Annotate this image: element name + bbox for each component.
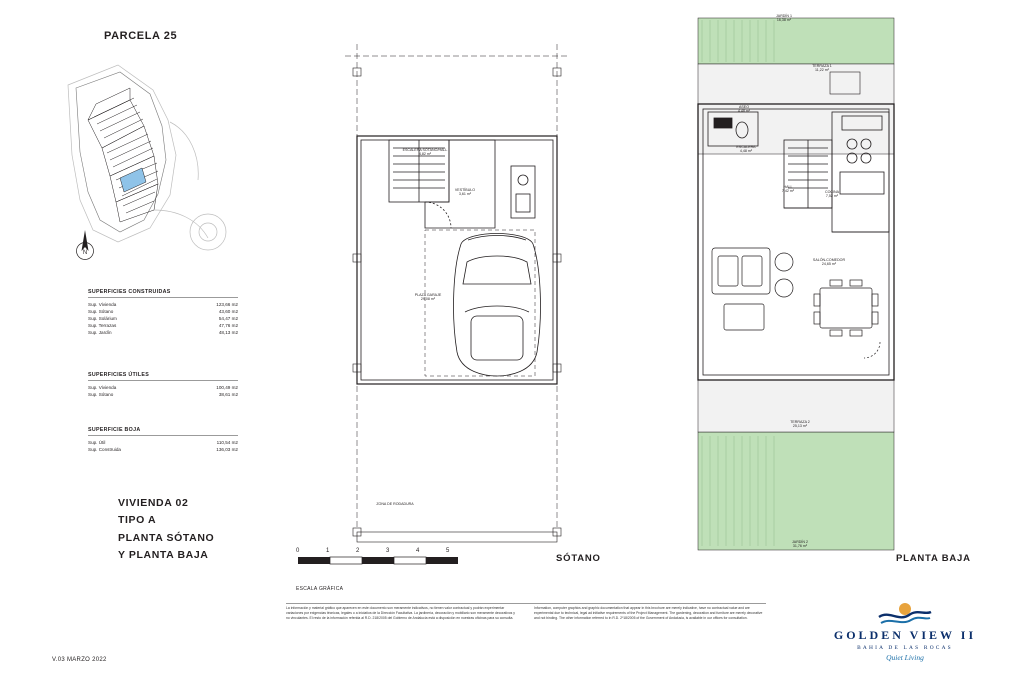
room-name: JARDÍN 2 (792, 540, 808, 544)
room-label-escalera (724, 145, 768, 154)
room-name: ESCALERA SÓTANO/HALL (402, 148, 448, 152)
room-label-zona-rodadura (360, 502, 430, 506)
room-area: 11,22 m² (815, 68, 829, 73)
surface-row (88, 446, 238, 453)
room-area: 4,82 m² (418, 152, 432, 157)
room-name: TERRAZA 2 (790, 420, 810, 424)
room-label-salon-comedor (800, 258, 858, 267)
room-area: 7,42 m² (781, 189, 795, 194)
scale-bar (296, 548, 476, 572)
surface-value: 43,60 m2 (218, 309, 238, 315)
surfaces-boja (88, 427, 238, 453)
surfaces-constructed-title: SUPERFICIES CONSTRUIDAS (88, 289, 171, 295)
surface-value: 100,49 m2 (216, 385, 238, 390)
garden-2-area (698, 432, 894, 550)
room-area: 7,52 m² (825, 194, 839, 199)
room-area: 29,08 m² (420, 297, 436, 302)
room-label-plaza-garaje (398, 293, 458, 302)
room-name: ASEO (739, 105, 749, 109)
planta-baja-plan-label: PLANTA BAJA (896, 553, 971, 564)
sotano-floorplan (285, 16, 585, 556)
disclaimer-es: La información y material gráfico que aparecen en este documento son meramente indicativos, no tienen valor contractual y podrán experimentar variaciones por exigencias técnicas, legales o a iniciativa de la Dirección Facultativa. La jardinería, decoración y mobiliario son meramente decorativos y no vinculantes. El resto de la información referida al R.D. 218/2005 del Gobierno de Andalucía está a disposición en nuestras oficinas para su consulta. (286, 606, 515, 621)
scale-tick: 1 (326, 548, 330, 554)
unit-floor-2: Y PLANTA BAJA (118, 548, 209, 561)
room-area-aseo: 4,48 m² (737, 109, 751, 114)
surfaces-constructed (88, 289, 238, 337)
garden-1-area (698, 18, 894, 64)
room-area: 4,48 m² (739, 149, 753, 154)
surfaces-useful-title: SUPERFICIES ÚTILES (88, 372, 150, 378)
room-name: SALÓN-COMEDOR (812, 258, 846, 262)
scale-tick: 0 (296, 548, 300, 554)
room-label-jardin-1 (762, 14, 806, 23)
footer-disclaimer (286, 606, 766, 621)
surface-label: Sup. Construida (88, 447, 121, 453)
surface-row (88, 301, 238, 308)
scale-caption: ESCALA GRÁFICA (296, 586, 344, 592)
room-name: PLAZA GARAJE (414, 293, 442, 297)
surfaces-boja-title: SUPERFICIE BOJA (88, 427, 141, 433)
surface-value: 47,76 m2 (218, 323, 238, 329)
scale-tick: 5 (446, 548, 450, 554)
brand-name: GOLDEN VIEW II (833, 628, 977, 642)
room-name: ZONA DE RODADURA (376, 502, 414, 506)
north-arrow-icon (72, 228, 102, 262)
room-name: TERRAZA 1 (812, 64, 832, 68)
surface-label: Sup. Solárium (88, 316, 117, 322)
surface-value: 38,61 m2 (218, 392, 238, 398)
scale-tick: 2 (356, 548, 360, 554)
room-name: COCINA (825, 190, 839, 194)
room-label-vestibulo (440, 188, 490, 197)
surface-label: Sup. Vivienda (88, 302, 117, 307)
footer-divider (286, 603, 766, 604)
room-name: ESCALERA (736, 145, 756, 149)
divider (88, 435, 238, 436)
room-label-terraza-2 (778, 420, 822, 429)
sotano-plan-label: SÓTANO (556, 553, 601, 564)
unit-type: TIPO A (118, 514, 157, 527)
room-name: JARDÍN 1 (776, 14, 792, 18)
unit-floor-1: PLANTA SÓTANO (118, 531, 215, 544)
room-label-hall (770, 185, 806, 194)
surface-row (88, 322, 238, 329)
scale-bar-graphic (296, 555, 476, 567)
sun-waves-icon (877, 600, 933, 626)
planta-baja-floorplan (680, 12, 980, 557)
surface-label: Sup. Sótano (88, 309, 114, 315)
room-label-cocina (812, 190, 852, 199)
room-label-escalera-sotano (395, 148, 455, 157)
surface-label: Sup. Vivienda (88, 385, 117, 390)
unit-title-block (118, 495, 278, 564)
room-area: 16,38 m² (776, 18, 792, 23)
room-area: 3,61 m² (458, 192, 472, 197)
scale-tick: 4 (416, 548, 420, 554)
surface-value: 123,66 m2 (216, 302, 238, 307)
scale-tick-labels (296, 548, 476, 554)
highlighted-plot (120, 168, 146, 192)
scale-tick: 3 (386, 548, 390, 554)
surface-row (88, 439, 238, 446)
surface-label: Sup. Terrazas (88, 323, 117, 329)
room-label-terraza-1 (800, 64, 844, 73)
disclaimer-en: Information, computer graphics and graphic documentation that appear in this brochure are merely indicative, have no contractual value and are experimental due to technical, legal ad initiative requirements of the Project Management. The gardening, decoration and furniture are merely decorative and not binding. The other information referred to in R.D. 2º18/2005 of the Government of Andalusia, is available in our offices for consultation. (534, 606, 763, 621)
room-name: VESTÍBULO (454, 188, 476, 192)
surface-row (88, 384, 238, 391)
surface-value: 110,54 m2 (216, 440, 238, 445)
brand-logo (820, 600, 990, 662)
room-label-jardin-2 (778, 540, 822, 549)
surface-label: Sup. Sótano (88, 392, 114, 398)
surfaces-useful (88, 372, 238, 398)
surface-label: Sup. Útil (88, 440, 106, 445)
room-label-aseo (726, 105, 762, 114)
surface-value: 54,47 m2 (218, 316, 238, 322)
surface-row (88, 329, 238, 336)
surface-row (88, 308, 238, 315)
surface-label: Sup. Jardín (88, 330, 112, 336)
unit-name: VIVIENDA 02 (118, 497, 189, 509)
room-area: 31,76 m² (792, 544, 808, 549)
room-area: 25,13 m² (792, 424, 808, 429)
surface-row (88, 315, 238, 322)
surface-row (88, 391, 238, 398)
surface-value: 136,03 m2 (216, 447, 238, 453)
divider (88, 297, 238, 298)
page-title: PARCELA 25 (104, 30, 178, 42)
version-label: V.03 MARZO 2022 (52, 657, 107, 663)
brand-tagline: Quiet Living (886, 653, 924, 662)
surface-value: 48,13 m2 (218, 330, 238, 336)
brand-subtitle: BAHIA DE LAS ROCAS (857, 645, 953, 651)
room-name: HALL (783, 185, 793, 189)
svg-text:N: N (82, 250, 88, 256)
divider (88, 380, 238, 381)
room-area: 24,65 m² (821, 262, 837, 267)
